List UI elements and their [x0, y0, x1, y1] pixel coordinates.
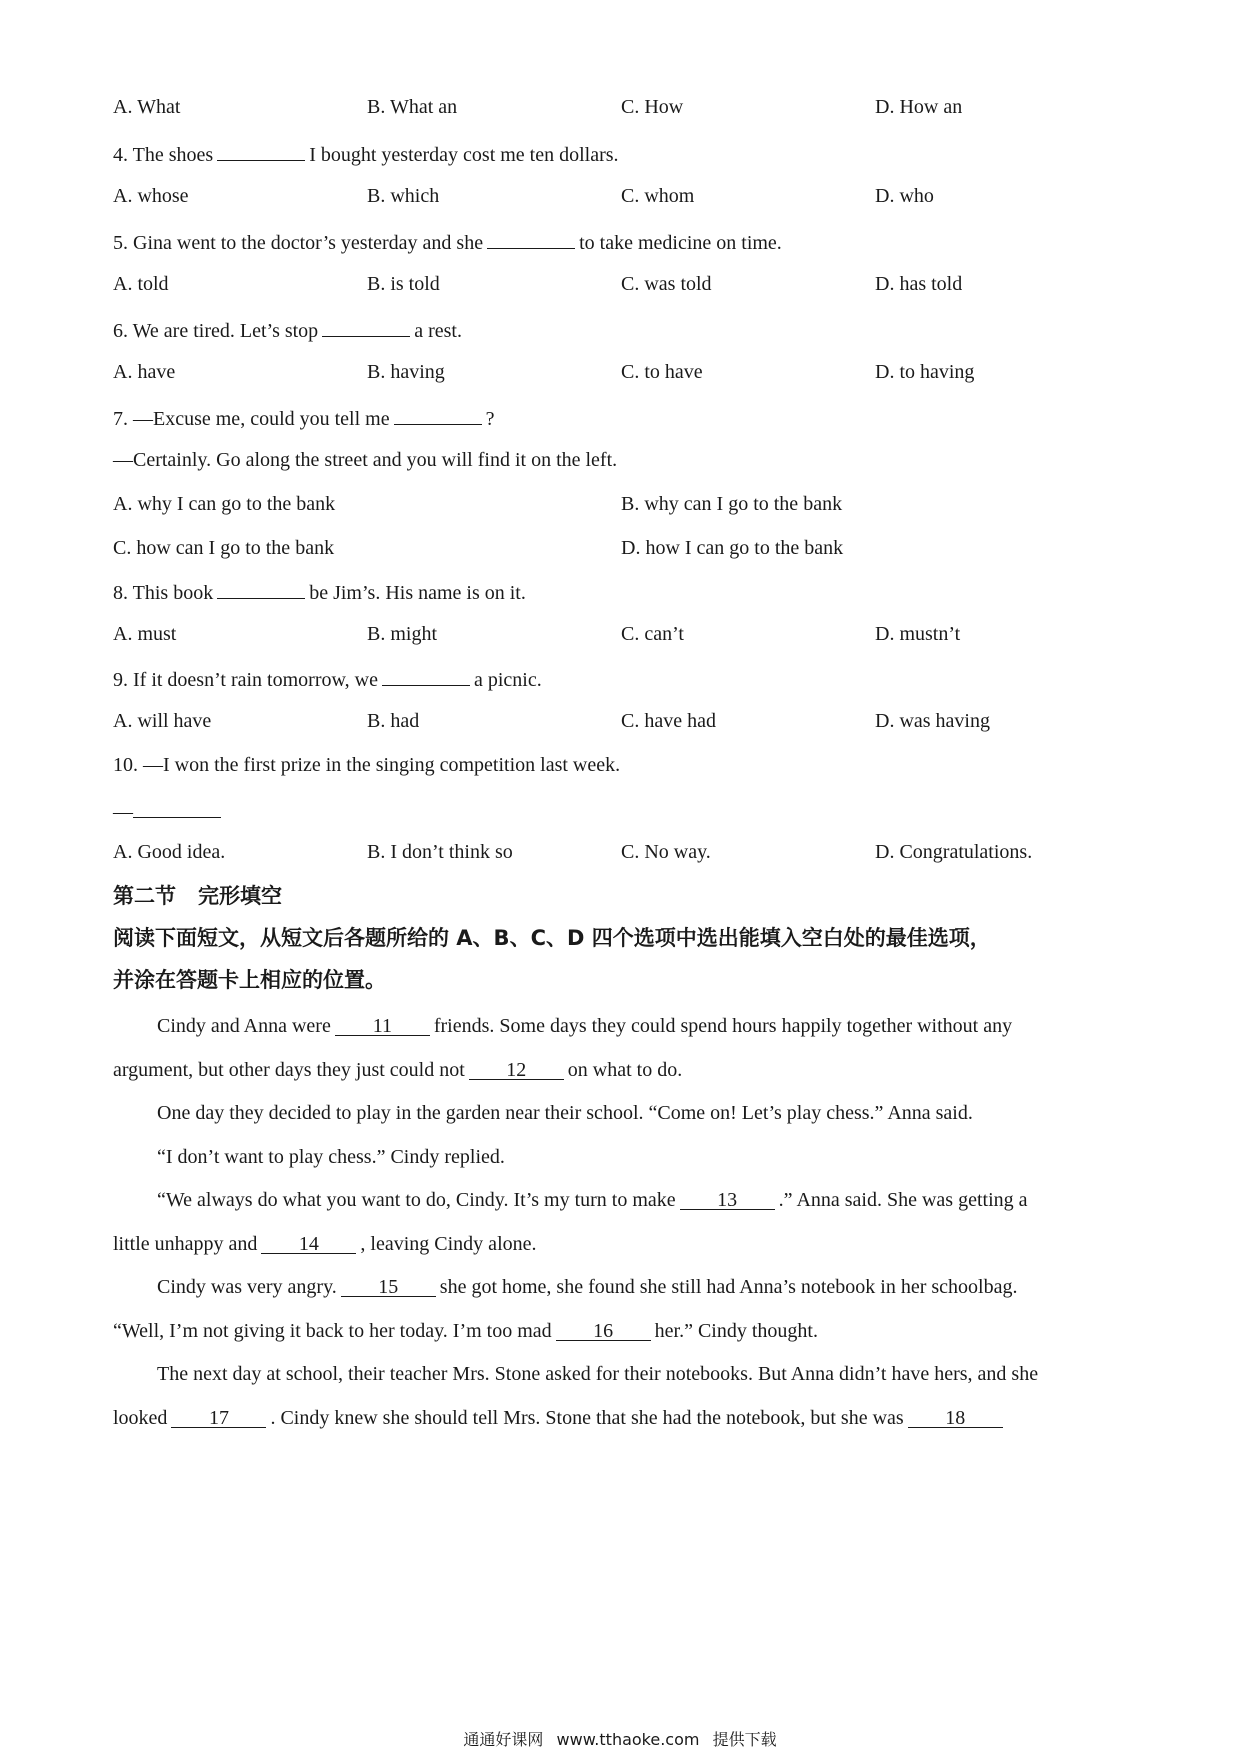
footer-site-name: 通通好课网 [463, 1730, 544, 1749]
passage-text: looked [113, 1407, 168, 1429]
section-instructions-2: 并涂在答题卡上相应的位置。 [113, 968, 386, 992]
q9-option-c[interactable]: C. have had [621, 710, 716, 732]
q4-question [113, 140, 1133, 164]
q8-options [113, 622, 1133, 646]
passage-text: “Well, I’m not giving it back to her today. I’m too mad [113, 1320, 552, 1342]
q10-option-d[interactable]: D. Congratulations. [875, 841, 1033, 863]
q3-option-b[interactable]: B. What an [367, 96, 458, 118]
footer-url[interactable]: www.tthaoke.com [556, 1730, 700, 1749]
blank-17[interactable]: 17 [171, 1407, 266, 1428]
q6-question [113, 316, 1133, 340]
section-number: 第二节 [113, 884, 176, 908]
q8-option-b[interactable]: B. might [367, 623, 438, 645]
q6-option-c[interactable]: C. to have [621, 361, 703, 383]
q10-blank[interactable] [133, 797, 221, 818]
blank-13[interactable]: 13 [680, 1189, 775, 1210]
q4-options [113, 184, 1133, 208]
q6-blank[interactable] [322, 316, 410, 337]
passage-text: , leaving Cindy alone. [360, 1233, 537, 1255]
q5-option-a[interactable]: A. told [113, 273, 169, 295]
q10-question: 10. —I won the first prize in the singing competition last week. [113, 754, 621, 776]
q7-option-b[interactable]: B. why can I go to the bank [621, 493, 843, 515]
q7-option-a[interactable]: A. why I can go to the bank [113, 493, 336, 515]
q7-option-d[interactable]: D. how I can go to the bank [621, 537, 844, 559]
passage-text: .” Anna said. She was getting a [778, 1189, 1028, 1211]
q5-options [113, 272, 1133, 296]
blank-11[interactable]: 11 [335, 1015, 430, 1036]
q8-text-post: be Jim’s. His name is on it. [309, 582, 526, 604]
passage-line-6 [113, 1232, 1133, 1256]
q9-options [113, 709, 1133, 733]
q7-options-row1 [113, 492, 1133, 516]
q10-reply [113, 797, 1133, 821]
q8-text-pre: 8. This book [113, 582, 214, 604]
q6-text-post: a rest. [414, 320, 462, 342]
q9-text-post: a picnic. [473, 669, 542, 691]
q6-option-a[interactable]: A. have [113, 361, 176, 383]
q7-blank[interactable] [394, 404, 482, 425]
blank-15[interactable]: 15 [341, 1276, 436, 1297]
q5-text-post: to take medicine on time. [579, 232, 782, 254]
passage-line-9: The next day at school, their teacher Mrs. Stone asked for their notebooks. But Anna didn’t have hers, and she [157, 1363, 1039, 1385]
q6-text-pre: 6. We are tired. Let’s stop [113, 320, 319, 342]
q4-option-b[interactable]: B. which [367, 185, 440, 207]
q7-text-post: ? [485, 408, 495, 430]
q7-options-row2 [113, 536, 1133, 560]
passage-text: friends. Some days they could spend hours happily together without any [433, 1015, 1013, 1037]
q6-option-b[interactable]: B. having [367, 361, 445, 383]
q3-option-a[interactable]: A. What [113, 96, 181, 118]
q8-option-a[interactable]: A. must [113, 623, 177, 645]
passage-text: she got home, she found she still had Anna’s notebook in her schoolbag. [439, 1276, 1018, 1298]
footer-note: 提供下载 [712, 1730, 777, 1749]
q8-question [113, 578, 1133, 602]
blank-16[interactable]: 16 [556, 1320, 651, 1341]
passage-text: Cindy and Anna were [157, 1015, 331, 1037]
passage-text: on what to do. [567, 1059, 683, 1081]
q8-option-c[interactable]: C. can’t [621, 623, 684, 645]
blank-12[interactable]: 12 [469, 1059, 564, 1080]
q4-blank[interactable] [217, 140, 305, 161]
passage-line-10 [113, 1406, 1133, 1430]
q3-option-c[interactable]: C. How [621, 96, 684, 118]
passage-line-7 [157, 1275, 1177, 1299]
section-name: 完形填空 [198, 884, 282, 908]
q4-option-c[interactable]: C. whom [621, 185, 695, 207]
q7-text-pre: 7. —Excuse me, could you tell me [113, 408, 390, 430]
q5-text-pre: 5. Gina went to the doctor’s yesterday and she [113, 232, 484, 254]
blank-14[interactable]: 14 [261, 1233, 356, 1254]
q8-option-d[interactable]: D. mustn’t [875, 623, 961, 645]
q4-text-post: I bought yesterday cost me ten dollars. [309, 144, 619, 166]
q3-option-d[interactable]: D. How an [875, 96, 963, 118]
section-title [113, 884, 1133, 908]
q10-option-c[interactable]: C. No way. [621, 841, 711, 863]
passage-line-1 [157, 1014, 1177, 1038]
q5-question [113, 228, 1133, 252]
passage-line-4: “I don’t want to play chess.” Cindy replied. [157, 1146, 505, 1168]
q9-option-b[interactable]: B. had [367, 710, 420, 732]
q7-reply: —Certainly. Go along the street and you will find it on the left. [113, 449, 618, 471]
q4-text-pre: 4. The shoes [113, 144, 214, 166]
q5-option-c[interactable]: C. was told [621, 273, 712, 295]
page-footer [0, 1730, 1240, 1750]
q10-option-a[interactable]: A. Good idea. [113, 841, 226, 863]
q9-question [113, 665, 1133, 689]
q3-options [113, 95, 1133, 119]
q8-blank[interactable] [217, 578, 305, 599]
section-instructions-1: 阅读下面短文，从短文后各题所给的 A、B、C、D 四个选项中选出能填入空白处的最佳选项， [113, 926, 991, 950]
q10-reply-dash: — [113, 801, 133, 823]
q10-option-b[interactable]: B. I don’t think so [367, 841, 513, 863]
passage-text: her.” Cindy thought. [654, 1320, 818, 1342]
blank-18[interactable]: 18 [908, 1407, 1003, 1428]
q4-option-a[interactable]: A. whose [113, 185, 189, 207]
passage-text: . Cindy knew she should tell Mrs. Stone that she had the notebook, but she was [270, 1407, 904, 1429]
passage-line-5 [157, 1188, 1177, 1212]
passage-text: Cindy was very angry. [157, 1276, 337, 1298]
passage-line-8 [113, 1319, 1133, 1343]
q7-option-c[interactable]: C. how can I go to the bank [113, 537, 335, 559]
q5-option-d[interactable]: D. has told [875, 273, 963, 295]
passage-text: “We always do what you want to do, Cindy. It’s my turn to make [157, 1189, 676, 1211]
passage-text: little unhappy and [113, 1233, 258, 1255]
passage-line-3: One day they decided to play in the garden near their school. “Come on! Let’s play chess.” Anna said. [157, 1102, 973, 1124]
q9-blank[interactable] [382, 665, 470, 686]
passage-text: argument, but other days they just could not [113, 1059, 465, 1081]
q10-options [113, 840, 1133, 864]
q5-option-b[interactable]: B. is told [367, 273, 440, 295]
q9-text-pre: 9. If it doesn’t rain tomorrow, we [113, 669, 378, 691]
passage-line-2 [113, 1058, 1133, 1082]
q6-options [113, 360, 1133, 384]
q5-blank[interactable] [487, 228, 575, 249]
q4-option-d[interactable]: D. who [875, 185, 934, 207]
q6-option-d[interactable]: D. to having [875, 361, 975, 383]
q7-question [113, 404, 1133, 428]
q9-option-a[interactable]: A. will have [113, 710, 212, 732]
q9-option-d[interactable]: D. was having [875, 710, 990, 732]
